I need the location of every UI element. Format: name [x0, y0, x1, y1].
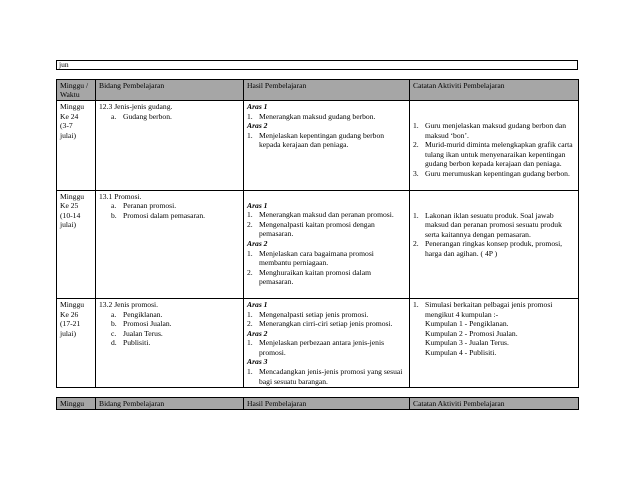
lesson-plan-table [56, 79, 579, 388]
document-page [56, 60, 578, 410]
outcome-item: 1. Menjelaskan cara bagaimana promosi membantu perniagaan. [247, 248, 374, 268]
table-header-row [57, 80, 579, 101]
outcome-item: 1. Menjelaskan perbezaan antara jenis-jenis promosi. [247, 338, 385, 357]
week-line: Ke 24 [60, 111, 79, 121]
topic-title: 13.2 Jenis promosi. [99, 299, 159, 309]
week-line: (3-7 [60, 121, 73, 131]
header-notes: Catatan Aktiviti Pembelajaran [410, 398, 579, 410]
header-topic: Bidang Pembelajaran [96, 80, 244, 101]
note-item: 2. Penerangan ringkas konsep produk, promosi, harga dan agihan. ( 4P ) [413, 239, 563, 258]
note-item: Kumpulan 4 - Publisiti. [425, 347, 497, 357]
outcomes-cell [244, 190, 410, 298]
topic-title: 12.3 Jenis-jenis gudang. [99, 102, 173, 111]
next-table-header [56, 397, 579, 410]
outcome-item: 1. Menerangkan maksud dan peranan promosi. [247, 210, 394, 220]
table-row [57, 298, 579, 387]
level-label: Aras 1 [247, 200, 268, 210]
topic-item: b. Promosi Jualan. [111, 319, 172, 329]
note-item: 1. Lakonan iklan sesuatu produk. Soal jawab maksud dan peranan promosi sesuatu produk serta kaitannya dengan pemasaran. [413, 210, 562, 239]
topic-item: a. Pengiklanan. [111, 309, 163, 319]
outcome-item: 2. Menerangkan cirri-ciri setiap jenis promosi. [247, 319, 393, 329]
level-label: Aras 1 [247, 299, 268, 309]
outcome-item: 2. Menghuraikan kaitan promosi dalam pemasaran. [247, 267, 371, 287]
note-item: 1. Guru menjelaskan maksud gudang berbon dan maksud ‘bon’. [413, 121, 567, 140]
month-bar: jun [56, 60, 578, 70]
outcomes-cell [244, 101, 410, 191]
table-row [57, 190, 579, 298]
table-row [57, 101, 579, 191]
notes-cell [410, 101, 579, 191]
week-line: julai) [60, 220, 77, 230]
topic-title: 13.1 Promosi. [99, 191, 142, 201]
level-label: Aras 2 [247, 121, 268, 131]
week-line: Ke 26 [60, 309, 79, 319]
outcomes-cell [244, 298, 410, 387]
note-item: Kumpulan 1 - Pengiklanan. [425, 319, 509, 329]
notes-cell [410, 298, 579, 387]
topic-item: a. Gudang berbon. [111, 111, 172, 121]
table-header-row [57, 398, 579, 410]
topic-item: d. Publisiti. [111, 338, 151, 348]
outcome-item: 1. Mencadangkan jenis-jenis promosi yang sesuai bagi sesuatu barangan. [247, 367, 403, 386]
header-outcomes: Hasil Pembelajaran [244, 398, 410, 410]
week-cell [57, 298, 96, 387]
outcome-item: 1. Menjelaskan kepentingan gudang berbon kepada kerajaan dan peniaga. [247, 130, 385, 150]
level-label: Aras 2 [247, 238, 268, 248]
header-topic: Bidang Pembelajaran [96, 398, 244, 410]
topic-cell [96, 190, 244, 298]
level-label: Aras 2 [247, 328, 268, 338]
note-item: 1. Simulasi berkaitan pelbagai jenis promosi mengikut 4 kumpulan :- [413, 299, 553, 319]
note-item: 2. Murid-murid diminta melengkapkan grafik carta tulang ikan untuk menyenaraikan kepentingan gudang berbon kepada kerajaan dan peniaga. [413, 140, 573, 169]
header-week: Minggu [57, 398, 96, 410]
header-notes: Catatan Aktiviti Pembelajaran [410, 80, 579, 101]
outcome-item: 2. Mengenalpasti kaitan promosi dengan pemasaran. [247, 219, 375, 239]
topic-item: c. Jualan Terus. [111, 328, 163, 338]
week-line: julai) [60, 130, 77, 140]
note-item: Kumpulan 3 - Jualan Terus. [425, 338, 509, 348]
week-line: julai) [60, 328, 77, 338]
week-line: Ke 25 [60, 201, 79, 211]
note-item: Kumpulan 2 - Promosi Jualan. [425, 328, 518, 338]
header-outcomes: Hasil Pembelajaran [244, 80, 410, 101]
week-line: Minggu [60, 299, 85, 309]
topic-cell [96, 101, 244, 191]
week-line: (10-14 [60, 210, 81, 220]
outcome-item: 1. Menerangkan maksud gudang berbon. [247, 111, 376, 121]
topic-cell [96, 298, 244, 387]
level-label: Aras 3 [247, 357, 268, 367]
header-week: Minggu / Waktu [57, 80, 96, 101]
topic-item: b. Promosi dalam pemasaran. [111, 210, 206, 220]
week-cell [57, 190, 96, 298]
topic-item: a. Peranan promosi. [111, 201, 177, 211]
note-item: 3. Guru merumuskan kepentingan gudang berbon. [413, 168, 570, 178]
outcome-item: 1. Mengenalpasti setiap jenis promosi. [247, 309, 369, 319]
week-line: Minggu [60, 191, 85, 201]
notes-cell [410, 190, 579, 298]
week-line: (17-21 [60, 319, 81, 329]
level-label: Aras 1 [247, 102, 268, 111]
week-cell [57, 101, 96, 191]
week-line: Minggu [60, 102, 85, 111]
